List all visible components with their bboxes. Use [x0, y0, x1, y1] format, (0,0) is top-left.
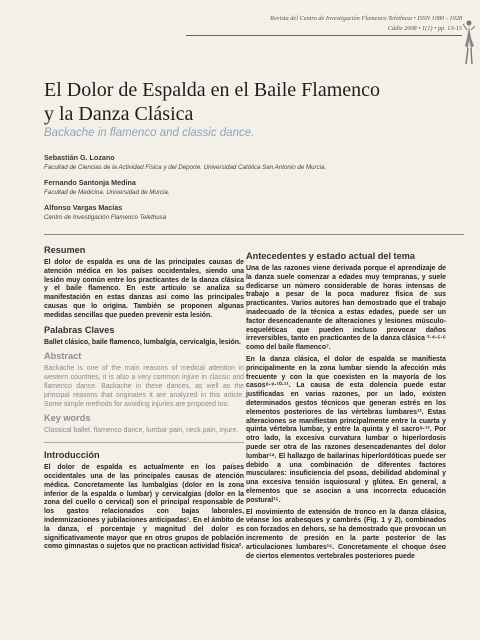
keywords-text: Classical ballet, flamenco dance, lumbar pain, neck pain, injure.: [44, 427, 239, 435]
title-line-2: y la Danza Clásica: [44, 103, 194, 125]
abstract-heading: Abstract: [44, 351, 82, 362]
palabras-text: Ballet clásico, baile flamenco, lumbalgia, cervicalgia, lesión.: [44, 338, 241, 346]
header-rule: [186, 35, 462, 36]
author-name: Fernando Santonja Medina: [44, 178, 136, 187]
left-column: [44, 244, 244, 555]
body-paragraph: Una de las razones viene derivada porque el aprendizaje de la danza suele comenzar a edades muy tempranas, y suele dedicarse un número considerable de horas intensas de trabajo a pesar de la poca madurez física de sus practicantes. Varios autores han demostrado que el trabajo inadecuado de la técnica a estas edades, puede ser un factor desencadenante de alteraciones y lesiones músculo-esqueléticas que pueden incluso provocar daños irreversibles, tanto en practicantes de la danza clásica ³·⁴·⁵·⁶ como del baile flamenco⁷.: [246, 265, 446, 352]
body-paragraph: En la danza clásica, el dolor de espalda se manifiesta principalmente en la zona lumbar siendo la afección más frecuente y con la que coexisten en la mayoría de los casos⁸·⁹·¹⁰·¹¹. La causa de esta dolencia puede estar justificadas en varias razones, por un lado, existen determinados gestos técnicos que generan estrés en los elementos posteriores de las vértebras lumbares¹². Estas alteraciones se manifiestan principalmente entre la cuarta y quinta vértebra lumbar, y entre la quinta y el sacro⁹·¹³. Por otro lado, la excesiva curvatura lumbar o hiperlordosis puede ser otra de las razones desencadenantes del dolor lumbar¹⁴. El hallazgo de bailarinas hiperlordóticas puede ser debido a una combinación de diferentes factores musculares: insuficiencia del psoas, debilidad abdominal y una excesiva tensión isquiosural y glútea. En general, a elementos que se asocian a una incorrecta educación postural¹⁵.: [246, 355, 446, 504]
resumen-heading: Resumen: [44, 245, 86, 255]
author-name: Sebastián G. Lozano: [44, 153, 115, 162]
column-divider: [44, 442, 244, 443]
abstract-text: Backache is one of the main reasons of medical attention in western countries, it is also a very common injure in classic and flamenco dance. Backache in these dances, as well as the principal reasons that originates it are analyzed in this article. Some simple methods for avoiding injuries are proposed too.: [44, 365, 244, 408]
article-subtitle: Backache in flamenco and classic dance.: [44, 127, 255, 139]
dancer-logo-icon: [462, 18, 476, 68]
title-line-1: El Dolor de Espalda en el Baile Flamenco: [44, 79, 381, 101]
antecedentes-heading: Antecedentes y estado actual del tema: [246, 251, 416, 261]
intro-heading: Introducción: [44, 450, 100, 461]
journal-line: Revista del Centro de Investigación Flamenco Telethusa • ISSN 1080 - 1028: [270, 15, 462, 22]
article-title: [44, 78, 464, 126]
right-column: [246, 250, 446, 564]
author-entry: [44, 152, 464, 173]
author-affiliation: Facultad de Ciencias de la Actividad Física y del Deporte. Universidad Católica San Antonio de Murcia.: [44, 164, 327, 171]
author-affiliation: Facultad de Medicina. Universidad de Murcia.: [44, 189, 170, 196]
author-entry: [44, 177, 464, 198]
palabras-heading: Palabras Claves: [44, 324, 115, 335]
body-paragraph: El movimiento de extensión de tronco en la danza clásica, véanse los arabesques y cambrés (Fig. 1 y 2), combinados con forzados en dehors, se ha demostrado que provocan un incremento de presión en la parte posterior de las articulaciones lumbares¹⁶. Concretamente el choque óseo de ciertos elementos vertebrales posteriores puede: [246, 508, 446, 560]
author-entry: [44, 202, 464, 223]
authors-block: [44, 152, 464, 227]
author-name: Alfonso Vargas Macías: [44, 203, 123, 212]
intro-text: El dolor de espalda es actualmente en los países occidentales una de las principales causas de atención médica. Concretamente las lumbalgias (dolor en la zona inferior de la espalda o lumbar) y cervicalgias (dolor en la zona del cuello o cervical) son el principal responsable de los gastos relacionados con bajas laborales, indemnizaciones y jubilaciones anticipadas¹. En el ámbito de la danza, el porcentaje y magnitud del dolor es significativamente mayor que en otros grupos de población como gimnastas o sujetos que no practican actividad física².: [44, 464, 244, 551]
issue-line: Cádiz 2008 • 1(1) • pp. 13-15: [387, 25, 462, 32]
running-header: [162, 14, 462, 34]
keywords-heading: Key words: [44, 413, 91, 424]
section-divider: [44, 234, 464, 235]
resumen-text: El dolor de espalda es una de las principales causas de atención médica en los países occidentales, siendo una lesión muy común entre los practicantes de la danza clásica y el baile flamenco. En este artículo se analiza su manifestación en estas danzas así como las principales causas que lo origina. También se proponen algunas medidas sencillas que pueden prevenir esta lesión.: [44, 259, 244, 319]
author-affiliation: Centro de Investigación Flamenco Telethusa: [44, 214, 167, 221]
